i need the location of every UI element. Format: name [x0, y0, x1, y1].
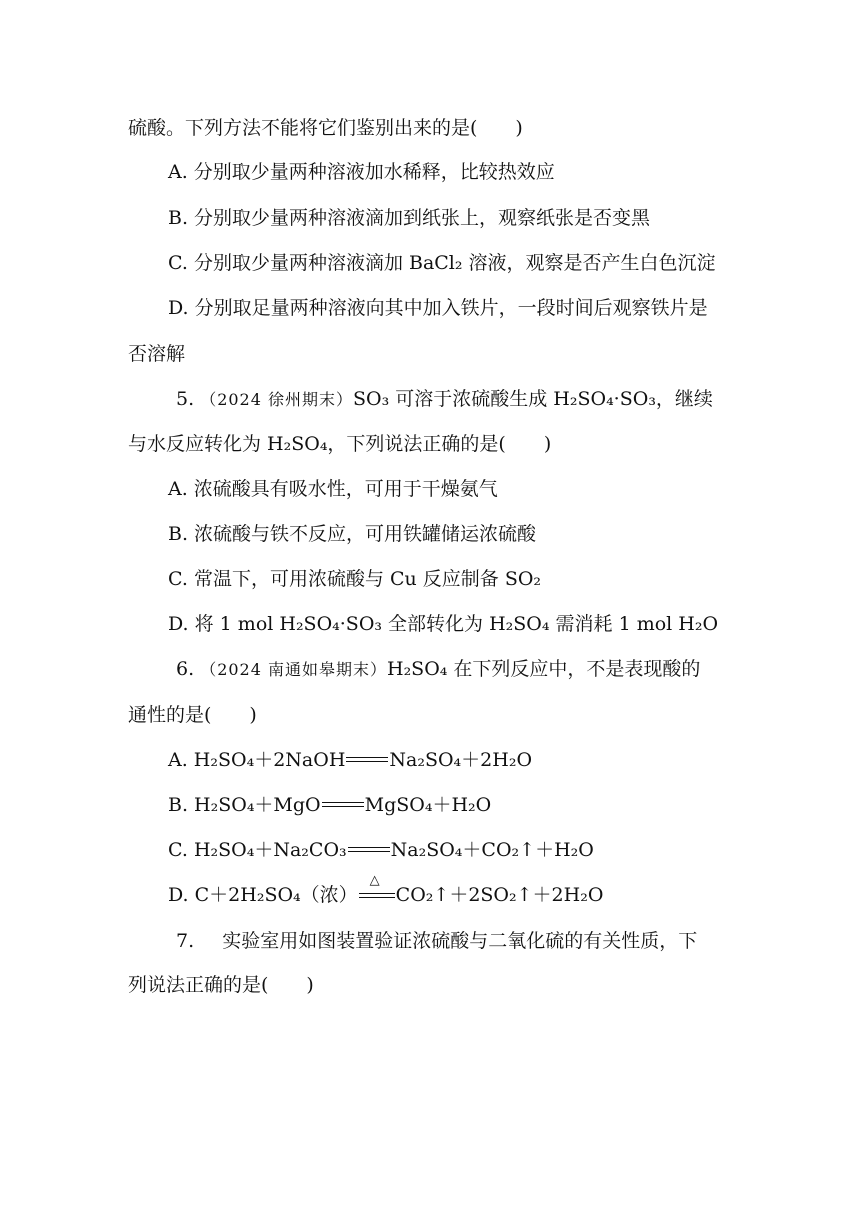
q6-option-a-reactants: A. H₂SO₄＋2NaOH: [168, 749, 346, 771]
q4-stem-tail: 硫酸。下列方法不能将它们鉴别出来的是( ): [128, 117, 523, 139]
q6-option-d: [168, 873, 604, 907]
q5-option-c: C. 常温下，可用浓硫酸与 Cu 反应制备 SO₂: [168, 568, 542, 590]
q7-number: 7.: [176, 930, 195, 952]
q6-stem-text: H₂SO₄ 在下列反应中，不是表现酸的: [387, 658, 701, 680]
q6-stem-line2: 通性的是( ): [128, 704, 257, 726]
reaction-equals-sign: [322, 796, 364, 812]
q6-number: 6.: [176, 658, 195, 680]
q5-option-b: B. 浓硫酸与铁不反应，可用铁罐储运浓硫酸: [168, 523, 537, 545]
q6-option-c-reactants: C. H₂SO₄＋Na₂CO₃: [168, 839, 347, 861]
q5-stem-line1: [176, 387, 713, 412]
reaction-equals-sign: [346, 751, 388, 767]
q4-option-b: B. 分别取少量两种溶液滴加到纸张上，观察纸张是否变黑: [168, 207, 651, 229]
heating-condition-sign: [359, 873, 395, 903]
q4-option-d-line1: D. 分别取足量两种溶液向其中加入铁片，一段时间后观察铁片是: [168, 297, 708, 319]
q6-option-c: [168, 838, 594, 862]
heat-triangle-icon: △: [369, 873, 380, 888]
q6-stem-line1: [176, 657, 700, 682]
q5-source: （2024 徐州期末）: [200, 390, 353, 409]
q5-stem-text: SO₃ 可溶于浓硫酸生成 H₂SO₄·SO₃，继续: [353, 388, 713, 410]
q6-source: （2024 南通如皋期末）: [200, 660, 387, 679]
q6-option-b-reactants: B. H₂SO₄＋MgO: [168, 794, 321, 816]
q6-option-d-products: CO₂↑＋2SO₂↑＋2H₂O: [395, 884, 604, 906]
q7-stem-line2: 列说法正确的是( ): [128, 974, 314, 996]
q5-option-a: A. 浓硫酸具有吸水性，可用于干燥氨气: [168, 478, 498, 500]
q4-option-d-line2: 否溶解: [128, 343, 186, 365]
q6-option-a: [168, 748, 532, 772]
q7-stem-text: 实验室用如图装置验证浓硫酸与二氧化硫的有关性质，下: [222, 930, 698, 952]
q6-option-c-products: Na₂SO₄＋CO₂↑＋H₂O: [390, 839, 594, 861]
q4-option-c: C. 分别取少量两种溶液滴加 BaCl₂ 溶液，观察是否产生白色沉淀: [168, 252, 716, 274]
q5-stem-line2: 与水反应转化为 H₂SO₄，下列说法正确的是( ): [128, 433, 552, 455]
q4-option-a: A. 分别取少量两种溶液加水稀释，比较热效应: [168, 161, 555, 183]
q5-number: 5.: [176, 388, 195, 410]
q6-option-d-reactants: D. C＋2H₂SO₄（浓）: [168, 884, 358, 906]
reaction-equals-sign: [348, 841, 390, 857]
q5-option-d: D. 将 1 mol H₂SO₄·SO₃ 全部转化为 H₂SO₄ 需消耗 1 mol H₂O: [168, 613, 719, 635]
q6-option-b-products: MgSO₄＋H₂O: [364, 794, 492, 816]
q7-stem-line1: [176, 929, 697, 953]
q6-option-b: [168, 793, 491, 817]
q6-option-a-products: Na₂SO₄＋2H₂O: [389, 749, 533, 771]
